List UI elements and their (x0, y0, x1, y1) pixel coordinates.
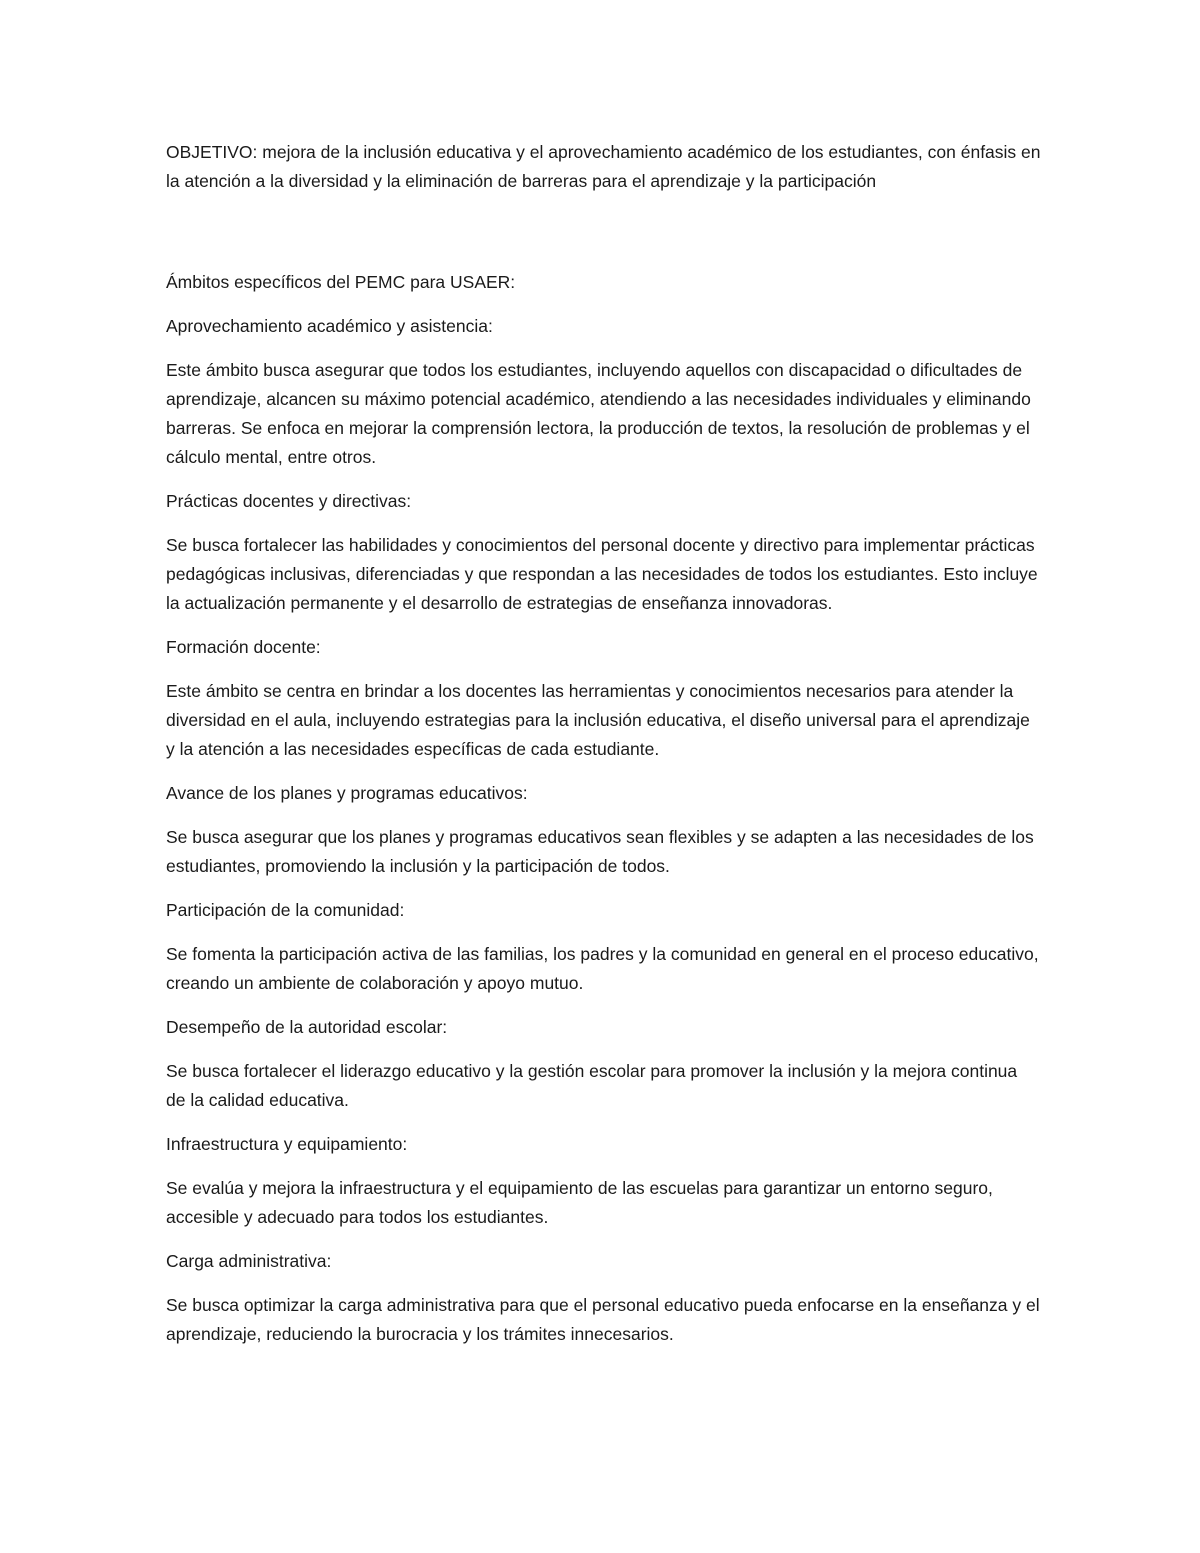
section-title-infraestructura: Infraestructura y equipamiento: (166, 1134, 408, 1154)
section-title-carga: Carga administrativa: (166, 1251, 332, 1271)
section-title-comunidad: Participación de la comunidad: (166, 900, 405, 920)
section-body-autoridad: Se busca fortalecer el liderazgo educativo y la gestión escolar para promover la inclusión y la mejora continua de la calidad educativa. (166, 1061, 1018, 1110)
section-body-practicas: Se busca fortalecer las habilidades y conocimientos del personal docente y directivo para implementar prácticas pedagógicas inclusivas, diferenciadas y que respondan a las necesidades de todos los estudiantes. Esto incluye la actualización permanente y el desarrollo de estrategias de enseñanza innovadoras. (166, 535, 1038, 613)
document-page (166, 138, 1041, 1364)
section-title-aprovechamiento: Aprovechamiento académico y asistencia: (166, 316, 493, 336)
section-body-formacion: Este ámbito se centra en brindar a los docentes las herramientas y conocimientos necesarios para atender la diversidad en el aula, incluyendo estrategias para la inclusión educativa, el diseño universal para el aprendizaje y la atención a las necesidades específicas de cada estudiante. (166, 681, 1030, 759)
objective-paragraph: OBJETIVO: mejora de la inclusión educativa y el aprovechamiento académico de los estudiantes, con énfasis en la atención a la diversidad y la eliminación de barreras para el aprendizaje y la participación (166, 142, 1041, 191)
section-body-infraestructura: Se evalúa y mejora la infraestructura y el equipamiento de las escuelas para garantizar un entorno seguro, accesible y adecuado para todos los estudiantes. (166, 1178, 993, 1227)
section-title-formacion: Formación docente: (166, 637, 321, 657)
section-title-practicas: Prácticas docentes y directivas: (166, 491, 412, 511)
section-body-planes: Se busca asegurar que los planes y programas educativos sean flexibles y se adapten a las necesidades de los estudiantes, promoviendo la inclusión y la participación de todos. (166, 827, 1034, 876)
section-body-comunidad: Se fomenta la participación activa de las familias, los padres y la comunidad en general en el proceso educativo, creando un ambiente de colaboración y apoyo mutuo. (166, 944, 1039, 993)
section-title-autoridad: Desempeño de la autoridad escolar: (166, 1017, 448, 1037)
section-body-carga: Se busca optimizar la carga administrativa para que el personal educativo pueda enfocarse en la enseñanza y el aprendizaje, reduciendo la burocracia y los trámites innecesarios. (166, 1295, 1040, 1344)
section-title-planes: Avance de los planes y programas educativos: (166, 783, 528, 803)
section-body-aprovechamiento: Este ámbito busca asegurar que todos los estudiantes, incluyendo aquellos con discapacidad o dificultades de aprendizaje, alcancen su máximo potencial académico, atendiendo a las necesidades individuales y eliminando barreras. Se enfoca en mejorar la comprensión lectora, la producción de textos, la resolución de problemas y el cálculo mental, entre otros. (166, 360, 1031, 467)
section-heading: Ámbitos específicos del PEMC para USAER: (166, 272, 516, 292)
